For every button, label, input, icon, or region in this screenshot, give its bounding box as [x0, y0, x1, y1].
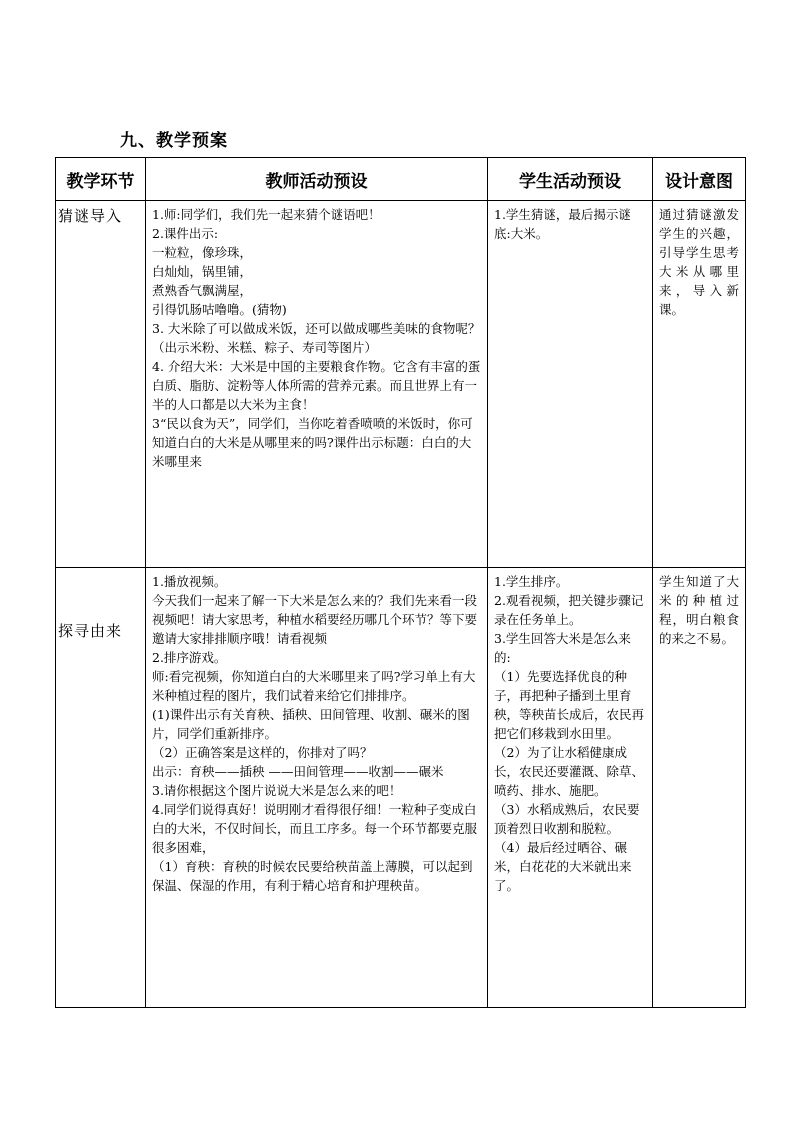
- teacher-line: 引得饥肠咕噜噜。(猜物): [152, 302, 287, 317]
- header-row: [56, 158, 746, 201]
- teacher-activity-cell: [146, 201, 488, 568]
- design-intent-cell: [653, 201, 746, 568]
- lesson-plan-table: [55, 157, 746, 1008]
- teacher-line: 白灿灿，锅里铺，: [152, 264, 253, 279]
- teacher-line: 2.课件出示:: [152, 226, 219, 241]
- student-line: 1.学生排序。: [494, 574, 569, 589]
- teacher-line: 1.师:同学们，我们先一起来猜个谜语吧！: [152, 207, 381, 222]
- table-row: [56, 201, 746, 568]
- table-row: [56, 568, 746, 1008]
- header-stage: 教学环节: [56, 158, 146, 201]
- header-intent: 设计意图: [653, 158, 746, 201]
- student-line: （4）最后经过晒谷、碾米，白花花的大米就出来了。: [494, 840, 632, 893]
- student-line: 3.学生回答大米是怎么来的:: [494, 631, 631, 665]
- student-line: （1）先要选择优良的种子，再把种子播到土里育秧，等秧苗长成后，农民再把它们移栽到水田里。: [494, 669, 645, 741]
- teacher-line: 出示：育秧——插秧 ——田间管理——收割——碾米: [152, 764, 444, 779]
- teacher-line: 3.请你根据这个图片说说大米是怎么来的吧！: [152, 783, 402, 798]
- teacher-line: 4. 介绍大米：大米是中国的主要粮食作物。它含有丰富的蛋白质、脂肪、淀粉等人体所需的营养元素。而且世界上有一半的人口都是以大米为主食！: [152, 359, 481, 412]
- intent-text: 学生知道了大米的种植过程，明白粮食的来之不易。: [659, 574, 739, 646]
- teacher-line: 煮熟香气飘满屋，: [152, 283, 253, 298]
- student-line: 1.学生猜谜，最后揭示谜底:大米。: [494, 207, 631, 241]
- student-activity-cell: [488, 201, 653, 568]
- teacher-line: 今天我们一起来了解一下大米是怎么来的？我们先来看一段视频吧！请大家思考，种植水稻要经历哪几个环节？等下要邀请大家排排顺序哦！请看视频: [152, 593, 478, 646]
- student-line: （3）水稻成熟后，农民要顶着烈日收割和脱粒。: [494, 802, 640, 836]
- section-heading: 九、教学预案: [120, 131, 228, 151]
- teacher-line: 4.同学们说得真好！说明刚才看得很仔细！一粒种子变成白白的大米，不仅时间长，而且工序多。每一个环节都要克服很多困难，: [152, 802, 478, 855]
- header-student: 学生活动预设: [488, 158, 653, 201]
- teacher-line: 师:看完视频，你知道白白的大米哪里来了吗?学习单上有大米种植过程的图片，我们试着来给它们排排序。: [152, 669, 476, 703]
- student-line: （2）为了让水稻健康成长，农民还要灌溉、除草、喷药、排水、施肥。: [494, 745, 645, 798]
- teacher-line: （1）育秧：育秧的时候农民要给秧苗盖上薄膜，可以起到保温、保湿的作用，有利于精心培育和护理秧苗。: [152, 859, 473, 893]
- teacher-line: 3. 大米除了可以做成米饭，还可以做成哪些美味的食物呢？（出示米粉、米糕、粽子、寿司等图片）: [152, 321, 481, 355]
- student-activity-cell: [488, 568, 653, 1008]
- design-intent-cell: [653, 568, 746, 1008]
- teacher-activity-cell: [146, 568, 488, 1008]
- teacher-line: 1.播放视频。: [152, 574, 227, 589]
- teacher-line: 3“民以食为天”，同学们，当你吃着香喷喷的米饭时，你可知道白白的大米是从哪里来的吗?课件出示标题：白白的大米哪里来: [152, 416, 473, 469]
- teacher-line: 一粒粒，像珍珠，: [152, 245, 253, 260]
- teacher-line: (1)课件出示有关育秧、插秧、田间管理、收割、碾米的图片，同学们重新排序。: [152, 707, 470, 741]
- stage-cell: 探寻由来: [56, 568, 146, 1008]
- header-teacher: 教师活动预设: [146, 158, 488, 201]
- stage-cell: 猜谜导入: [56, 201, 146, 568]
- teacher-line: 2.排序游戏。: [152, 650, 227, 665]
- student-line: 2.观看视频，把关键步骤记录在任务单上。: [494, 593, 644, 627]
- teacher-line: （2）正确答案是这样的，你排对了吗？: [152, 745, 373, 760]
- intent-text: 通过猜谜激发学生的兴趣，引导学生思考大米从哪里来，导入新课。: [659, 207, 739, 317]
